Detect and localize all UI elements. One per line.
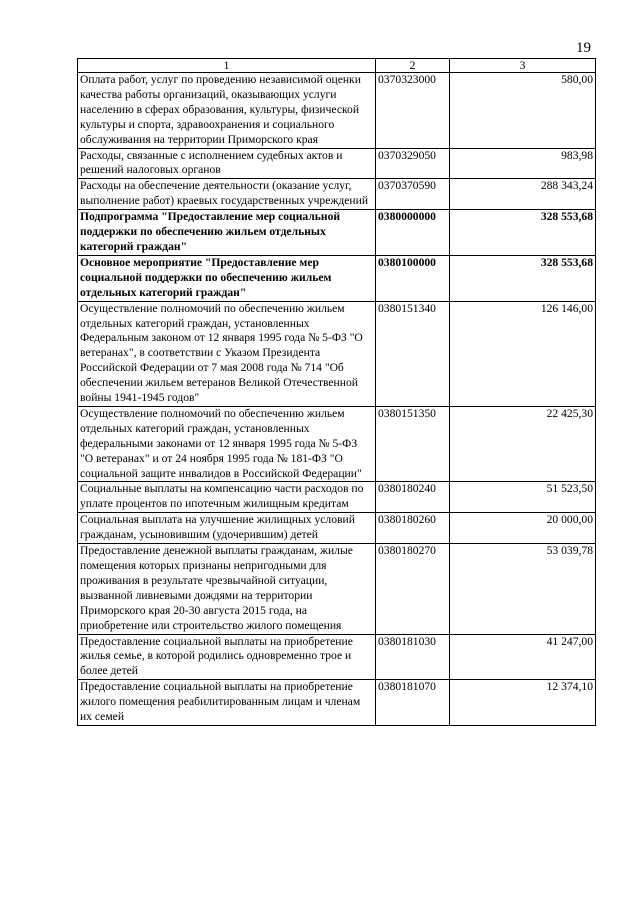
row-amount: 580,00 (450, 73, 596, 149)
row-code: 0370323000 (376, 73, 450, 149)
row-name: Предоставление денежной выплаты гражданам, жилые помещения которых признаны непригодными для проживания в результате чрезвычайной ситуации, вызванной ливневыми дождями на территории Приморского края 20-30 августа 2015 года, на приобретение или строительство жилого помещения (78, 544, 376, 634)
row-code: 0370329050 (376, 148, 450, 179)
row-name: Расходы, связанные с исполнением судебных актов и решений налоговых органов (78, 148, 376, 179)
row-code: 0380181030 (376, 634, 450, 680)
row-code: 0380180270 (376, 544, 450, 634)
table-row (78, 73, 596, 149)
row-amount: 328 553,68 (450, 255, 596, 301)
row-amount: 51 523,50 (450, 482, 596, 513)
budget-table (77, 58, 596, 726)
row-amount: 12 374,10 (450, 680, 596, 726)
row-amount: 126 146,00 (450, 301, 596, 406)
table-row (78, 210, 596, 256)
table-row (78, 680, 596, 726)
table-row (78, 179, 596, 210)
table-row (78, 513, 596, 544)
row-amount: 288 343,24 (450, 179, 596, 210)
row-amount: 983,98 (450, 148, 596, 179)
row-amount: 22 425,30 (450, 406, 596, 482)
row-amount: 41 247,00 (450, 634, 596, 680)
row-code: 0380100000 (376, 255, 450, 301)
row-code: 0380181070 (376, 680, 450, 726)
row-name: Оплата работ, услуг по проведению независимой оценки качества работы организаций, оказывающих услуги населению в сферах образования, культуры, физической культуры и спорта, здравоохранения и социального обслуживания на территории Приморского края (78, 73, 376, 149)
row-name: Предоставление социальной выплаты на приобретение жилого помещения реабилитированным лицам и членам их семей (78, 680, 376, 726)
table-row (78, 482, 596, 513)
row-amount: 328 553,68 (450, 210, 596, 256)
table-header-row (78, 59, 596, 73)
row-name: Основное мероприятие "Предоставление мер социальной поддержки по обеспечению жильем отдельных категорий граждан" (78, 255, 376, 301)
row-name: Подпрограмма "Предоставление мер социальной поддержки по обеспечению жильем отдельных категорий граждан" (78, 210, 376, 256)
row-code: 0380151350 (376, 406, 450, 482)
row-amount: 20 000,00 (450, 513, 596, 544)
row-name: Социальная выплата на улучшение жилищных условий гражданам, усыновившим (удочерившим) детей (78, 513, 376, 544)
table-row (78, 406, 596, 482)
row-code: 0370370590 (376, 179, 450, 210)
page-number: 19 (576, 40, 591, 56)
table-row (78, 301, 596, 406)
row-name: Осуществление полномочий по обеспечению жильем отдельных категорий граждан, установленных Федеральным законом от 12 января 1995 года № 5-ФЗ "О ветеранах", в соответствии с Указом Президента Российской Федерации от 7 мая 2008 года № 714 "Об обеспечении жильем ветеранов Великой Отечественной войны 1941-1945 годов" (78, 301, 376, 406)
row-amount: 53 039,78 (450, 544, 596, 634)
row-name: Предоставление социальной выплаты на приобретение жилья семье, в которой родились одновременно трое и более детей (78, 634, 376, 680)
row-code: 0380000000 (376, 210, 450, 256)
row-name: Расходы на обеспечение деятельности (оказание услуг, выполнение работ) краевых государственных учреждений (78, 179, 376, 210)
row-code: 0380180240 (376, 482, 450, 513)
row-code: 0380180260 (376, 513, 450, 544)
header-col-2: 2 (376, 59, 450, 73)
row-name: Осуществление полномочий по обеспечению жильем отдельных категорий граждан, установленных федеральными законами от 12 января 1995 года № 5-ФЗ "О ветеранах" и от 24 ноября 1995 года № 181-ФЗ "О социальной защите инвалидов в Российской Федерации" (78, 406, 376, 482)
table-row (78, 148, 596, 179)
header-col-1: 1 (78, 59, 376, 73)
row-name: Социальные выплаты на компенсацию части расходов по уплате процентов по ипотечным жилищным кредитам (78, 482, 376, 513)
row-code: 0380151340 (376, 301, 450, 406)
header-col-3: 3 (450, 59, 596, 73)
table-row (78, 255, 596, 301)
table-row (78, 544, 596, 634)
table-row (78, 634, 596, 680)
